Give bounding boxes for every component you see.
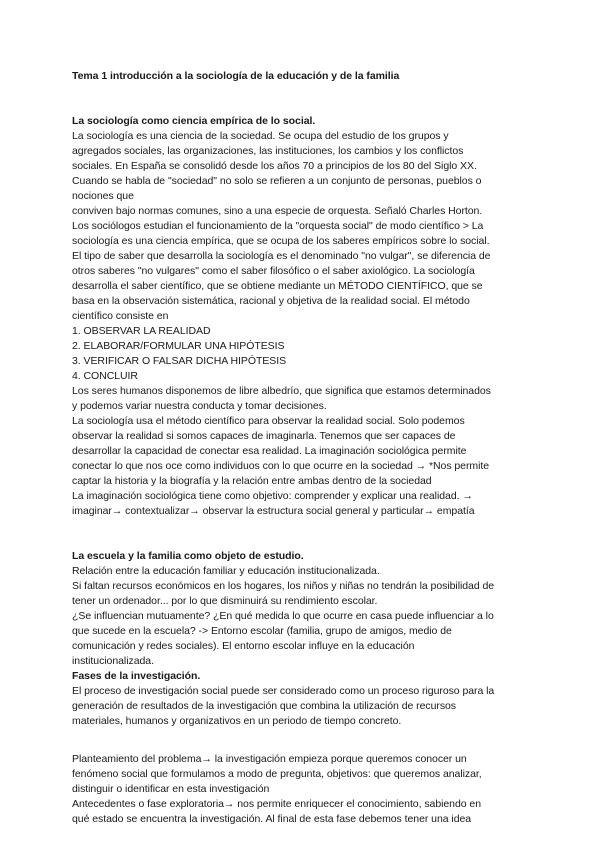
text-line: Relación entre la educación familiar y educación institucionalizada. xyxy=(72,565,380,577)
text-line: captar la historia y la biografía y la relación entre ambas dentro de la sociedad xyxy=(72,475,432,487)
text-line: Planteamiento del problema→ la investigación empieza porque queremos conocer un xyxy=(72,753,467,765)
text-line: imaginar→ contextualizar→ observar la estructura social general y particular→ empatía xyxy=(72,505,475,517)
section-heading: La escuela y la familia como objeto de estudio. xyxy=(72,550,304,562)
text-line: fenómeno social que formulamos a modo de pregunta, objetivos: que queremos analizar, xyxy=(72,768,482,780)
section-sociologia xyxy=(72,114,527,519)
text-line: institucionalizada. xyxy=(72,655,154,667)
text-line: Si faltan recursos económicos en los hogares, los niños y niñas no tendrán la posibilidad de xyxy=(72,580,495,592)
text-line: 2. ELABORAR/FORMULAR UNA HIPÓTESIS xyxy=(72,340,285,352)
text-line: Los sociólogos estudian el funcionamiento de la "orquesta social" de modo científico > La xyxy=(72,220,484,232)
text-line: 3. VERIFICAR O FALSAR DICHA HIPÓTESIS xyxy=(72,355,287,367)
section-fases xyxy=(72,669,527,827)
text-line: generación de resultados de la investigación que combina la utilización de recursos xyxy=(72,700,457,712)
text-line: agregados sociales, las organizaciones, las instituciones, los cambios y los conflictos xyxy=(72,145,464,157)
blank-line xyxy=(72,99,527,114)
text-line: qué estado se encuentra la investigación. Al final de esta fase debemos tener una idea xyxy=(72,813,472,825)
text-line: nociones que xyxy=(72,190,134,202)
section-body-continued xyxy=(72,752,527,827)
text-line: Cuando se habla de "sociedad" no solo se refieren a un conjunto de personas, pueblos o xyxy=(72,175,482,187)
text-line: desarrollar la capacidad de conectar esa realidad. La imaginación sociológica permite xyxy=(72,445,467,457)
text-line: sociología es una ciencia empírica, que se ocupa de los saberes empíricos sobre lo social. xyxy=(72,235,490,247)
blank-line xyxy=(72,519,527,534)
text-line: materiales, humanos y organizativos en un periodo de tiempo concreto. xyxy=(72,715,402,727)
text-line: La imaginación sociológica tiene como objetivo: comprender y explicar una realidad. → xyxy=(72,490,473,502)
section-body xyxy=(72,129,527,519)
text-line: desarrolla el saber científico, que se obtiene mediante un MÉTODO CIENTÍFICO, que se xyxy=(72,280,483,292)
section-escuela-familia xyxy=(72,549,527,669)
text-line: comunicación y redes sociales). El entorno escolar influye en la educación xyxy=(72,640,415,652)
text-line: que sucede en la escuela? -> Entorno escolar (familia, grupo de amigos, medio de xyxy=(72,625,452,637)
text-line: 4. CONCLUIR xyxy=(72,370,138,382)
text-line: conectar lo que nos oce como individuos con lo que ocurre en la sociedad → *Nos permite xyxy=(72,460,490,472)
text-line: tener un ordenador... por lo que disminuirá su rendimiento escolar. xyxy=(72,595,378,607)
text-line: científico consiste en xyxy=(72,310,169,322)
text-line: La sociología es una ciencia de la sociedad. Se ocupa del estudio de los grupos y xyxy=(72,130,449,142)
section-heading: La sociología como ciencia empírica de lo social. xyxy=(72,115,316,127)
section-body xyxy=(72,684,527,729)
text-line: otros saberes "no vulgares" como el saber filosófico o el saber axiológico. La sociología xyxy=(72,265,475,277)
text-line: sociales. En España se consolidó desde los años 70 a principios de los 80 del Siglo XX. xyxy=(72,160,477,172)
text-line: El tipo de saber que desarrolla la sociología es el denominado "no vulgar", se diferencia de xyxy=(72,250,491,262)
text-line: y podemos variar nuestra conducta y tomar decisiones. xyxy=(72,400,327,412)
text-line: Antecedentes o fase exploratoria→ nos permite enriquecer el conocimiento, sabiendo en xyxy=(72,798,481,810)
text-line: conviven bajo normas comunes, sino a una especie de orquesta. Señaló Charles Horton. xyxy=(72,205,483,217)
text-line: Los seres humanos disponemos de libre albedrío, que significa que estamos determinados xyxy=(72,385,491,397)
text-line: 1. OBSERVAR LA REALIDAD xyxy=(72,325,211,337)
blank-line xyxy=(72,744,527,752)
document-page xyxy=(72,69,527,827)
text-line: ¿Se influencian mutuamente? ¿En qué medida lo que ocurre en casa puede influenciar a lo xyxy=(72,610,494,622)
blank-line xyxy=(72,534,527,549)
blank-line xyxy=(72,729,527,744)
text-line: basa en la observación sistemática, racional y objetiva de la realidad social. El método xyxy=(72,295,470,307)
text-line: La sociología usa el método científico para observar la realidad social. Solo podemos xyxy=(72,415,465,427)
blank-line xyxy=(72,84,527,99)
text-line: distinguir o identificar en esta investigación xyxy=(72,783,270,795)
section-body xyxy=(72,564,527,669)
text-line: El proceso de investigación social puede ser considerado como un proceso riguroso para la xyxy=(72,685,495,697)
text-line: observar la realidad si somos capaces de imaginarla. Tenemos que ser capaces de xyxy=(72,430,456,442)
document-title: Tema 1 introducción a la sociología de la educación y de la familia xyxy=(72,70,400,82)
section-heading: Fases de la investigación. xyxy=(72,670,201,682)
